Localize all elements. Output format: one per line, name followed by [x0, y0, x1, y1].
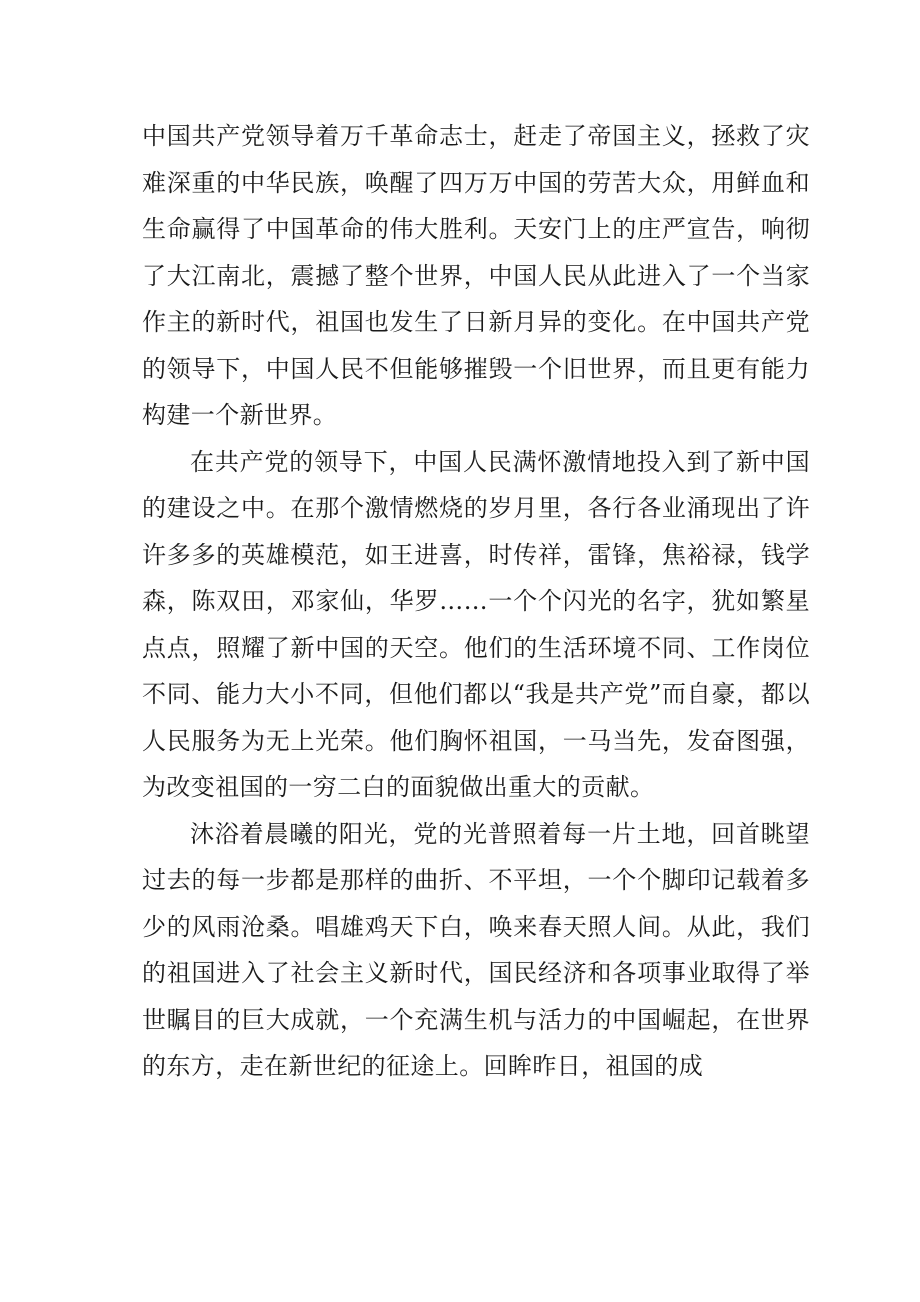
paragraph-2: 在共产党的领导下，中国人民满怀激情地投入到了新中国的建设之中。在那个激情燃烧的岁月里，各行各业涌现出了许许多多的英雄模范，如王进喜，时传祥，雷锋，焦裕禄，钱学森，陈双田，邓家仙，华罗……一个个闪光的名字，犹如繁星点点，照耀了新中国的天空。他们的生活环境不同、工作岗位不同、能力大小不同，但他们都以“我是共产党”而自豪，都以人民服务为无上光荣。他们胸怀祖国，一马当先，发奋图强，为改变祖国的一穷二白的面貌做出重大的贡献。 [142, 447, 810, 801]
paragraph-1: 中国共产党领导着万千革命志士，赶走了帝国主义，拯救了灾难深重的中华民族，唤醒了四万万中国的劳苦大众，用鲜血和生命赢得了中国革命的伟大胜利。天安门上的庄严宣告，响彻了大江南北，震撼了整个世界，中国人民从此进入了一个当家作主的新时代，祖国也发生了日新月异的变化。在中国共产党的领导下，中国人民不但能够摧毁一个旧世界，而且更有能力构建一个新世界。 [142, 122, 810, 429]
document-body [142, 113, 810, 1090]
paragraph-3: 沐浴着晨曦的阳光，党的光普照着每一片土地，回首眺望过去的每一步都是那样的曲折、不平坦，一个个脚印记载着多少的风雨沧桑。唱雄鸡天下白，唤来春天照人间。从此，我们的祖国进入了社会主义新时代，国民经济和各项事业取得了举世瞩目的巨大成就，一个充满生机与活力的中国崛起，在世界的东方，走在新世纪的征途上。回眸昨日，祖国的成 [142, 819, 810, 1080]
